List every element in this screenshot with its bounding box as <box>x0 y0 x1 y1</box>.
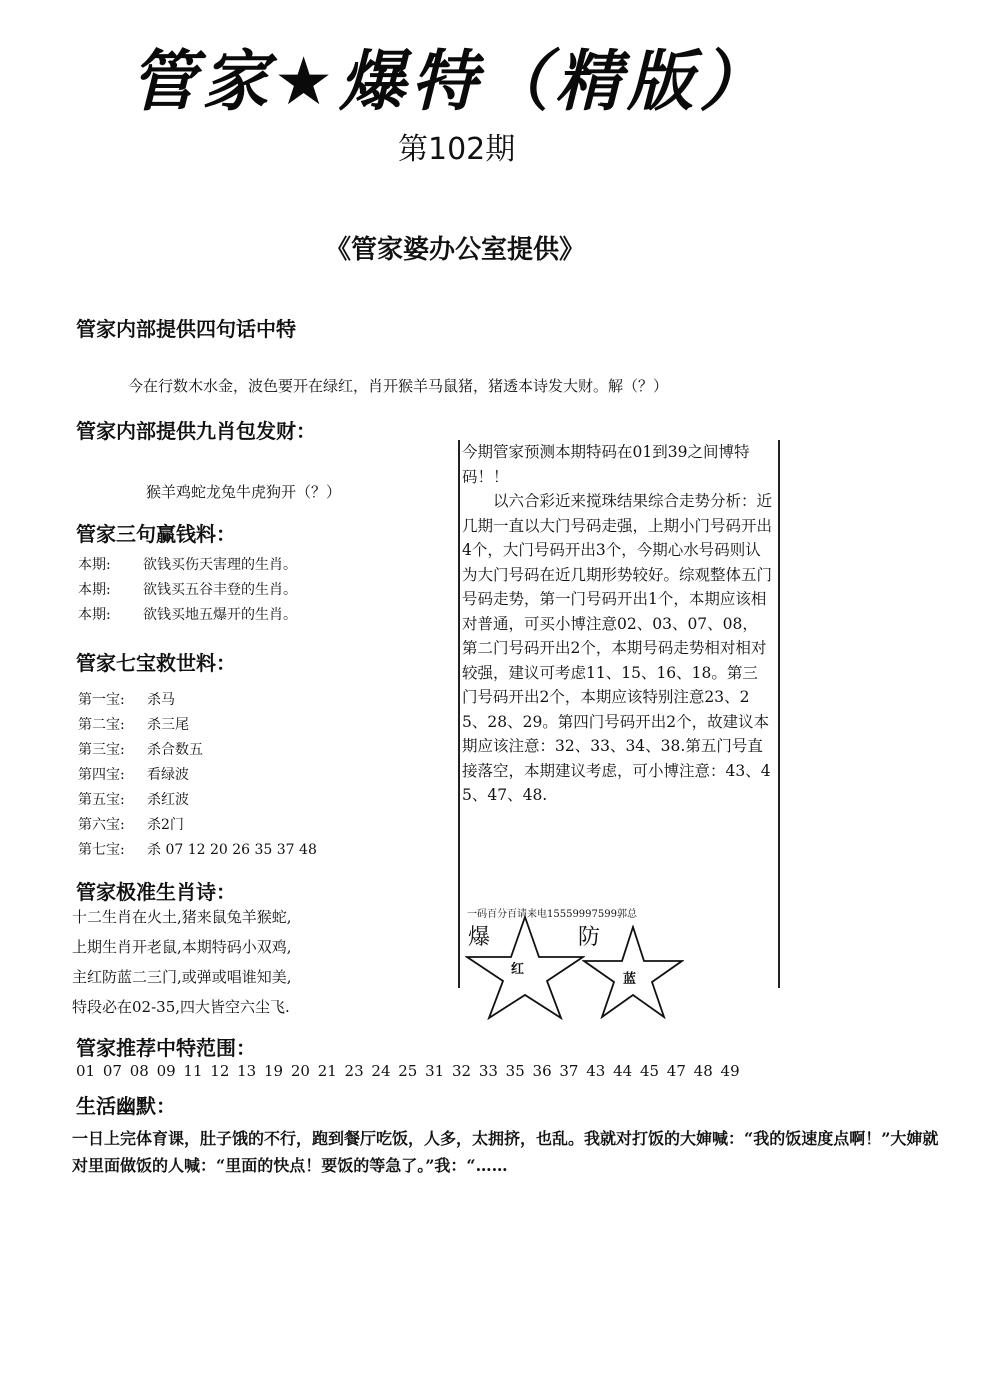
three-sentence-label: 本期: <box>78 582 111 598</box>
three-sentence-text: 欲钱买伤天害理的生肖。 <box>143 557 297 573</box>
analysis-text <box>462 440 772 808</box>
star-inner-label: 蓝 <box>623 972 637 987</box>
analysis-body: 以六合彩近来搅珠结果综合走势分析：近几期一直以大门号码走强，上期小门号码开出4个，大门号码开出3个，今期心水号码则认为大门号码在近几期形势较好。综观整体五门号码走势，第一门号码开出1个，本期应该相对普通，可买小博注意02、03、07、08，第二门号码开出2个，本期号码走势相对相对较强，建议可考虑11、15、16、18。第三门号码开出2个，本期应该特别注意23、25、28、29。第四门号码开出2个，故建议本期应该注意：32、33、34、38.第五门号直接落空，本期建议考虑，可小博注意：43、45、47、48. <box>462 492 773 804</box>
contact-note: 一码百分百请来电15559997599郭总 <box>467 909 637 920</box>
humor-story: 一日上完体育课，肚子饿的不行，跑到餐厅吃饭，人多，太拥挤，也乱。我就对打饭的大婶喊：“我的饭速度点啊！”大婶就对里面做饭的人喊：“里面的快点！要饭的等急了。”我：“…… <box>72 1129 939 1175</box>
treasure-text: 看绿波 <box>147 767 189 783</box>
page-title: 管家★爆特（精版） <box>130 43 772 120</box>
recommend-numbers: 01 07 08 09 11 12 13 19 20 21 23 24 25 31 32 33 35 36 37 43 44 45 47 48 49 <box>76 1062 740 1080</box>
star-big-label: 爆 <box>468 925 491 950</box>
analysis-intro: 今期管家预测本期特码在01到39之间博特码！！ <box>462 443 750 486</box>
treasure-text: 杀三尾 <box>147 717 189 733</box>
humor-heading: 生活幽默： <box>76 1094 176 1118</box>
poem-line: 主红防蓝二三门,或弹或唱谁知美, <box>72 968 292 986</box>
nine-zodiac-text: 猴羊鸡蛇龙兔牛虎狗开（？） <box>146 483 342 501</box>
recommend-heading: 管家推荐中特范围： <box>76 1036 256 1060</box>
three-sentence-label: 本期: <box>78 607 111 623</box>
issue-number: 第102期 <box>398 132 516 167</box>
treasure-label: 第三宝: <box>78 742 125 758</box>
treasure-label: 第五宝: <box>78 792 125 808</box>
four-sentence-heading: 管家内部提供四句话中特 <box>76 317 296 341</box>
treasure-text: 杀合数五 <box>147 742 203 758</box>
star-inner-label: 红 <box>511 962 525 977</box>
three-sentence-heading: 管家三句赢钱料： <box>76 522 236 546</box>
treasure-text: 杀马 <box>147 692 175 708</box>
treasure-label: 第四宝: <box>78 767 125 783</box>
four-sentence-text: 今在行数木水金，波色要开在绿红，肖开猴羊马鼠猪，猪透本诗发大财。解（？） <box>128 377 669 395</box>
poem-line: 上期生肖开老鼠,本期特码小双鸡, <box>72 938 292 956</box>
zodiac-poem-heading: 管家极准生肖诗： <box>76 880 236 904</box>
treasure-text: 杀 07 12 20 26 35 37 48 <box>147 842 317 858</box>
treasure-label: 第一宝: <box>78 692 125 708</box>
seven-treasures-heading: 管家七宝救世料： <box>76 651 236 675</box>
treasure-label: 第七宝: <box>78 842 125 858</box>
treasure-label: 第二宝: <box>78 717 125 733</box>
treasure-text: 杀红波 <box>147 792 189 808</box>
three-sentence-text: 欲钱买地五爆开的生肖。 <box>143 607 297 623</box>
poem-line: 特段必在02-35,四大皆空六尘飞. <box>72 998 290 1016</box>
treasure-text: 杀2门 <box>147 817 184 833</box>
treasure-label: 第六宝: <box>78 817 125 833</box>
poem-line: 十二生肖在火土,猪来鼠兔羊猴蛇, <box>72 908 292 926</box>
star-big-label: 防 <box>578 925 601 950</box>
nine-zodiac-heading: 管家内部提供九肖包发财： <box>76 419 316 443</box>
provider-line: 《管家婆办公室提供》 <box>325 235 586 265</box>
three-sentence-label: 本期: <box>78 557 111 573</box>
three-sentence-text: 欲钱买五谷丰登的生肖。 <box>143 582 297 598</box>
